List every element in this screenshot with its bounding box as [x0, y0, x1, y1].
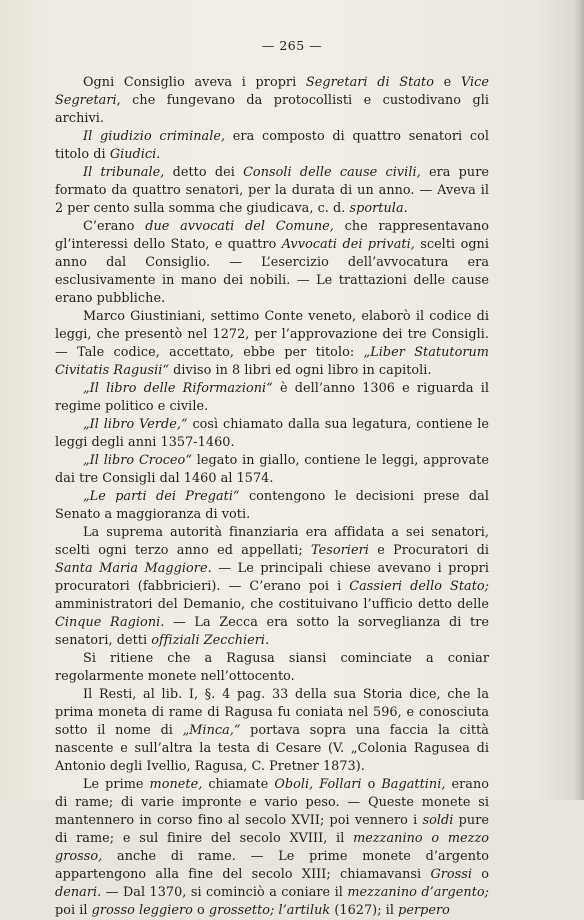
italic-text: Cassieri dello Stato;	[349, 579, 489, 594]
paragraph	[55, 74, 489, 128]
paragraph	[55, 380, 489, 416]
italic-text: „Le parti dei Pregati“	[83, 489, 240, 504]
italic-text: Bagattini,	[381, 777, 446, 792]
text-run: La suprema autorità finanziaria era affidata a sei senatori, scelti ogni terzo anno ed appellati;	[55, 525, 489, 558]
text-run: amministratori del Demanio, che costituivano l’ufficio detto delle	[55, 597, 489, 612]
italic-text: mezzanino d’argento;	[347, 885, 490, 900]
italic-text: „Il libro Croceo“	[83, 453, 192, 468]
text-run: Il Resti, al lib. I, §. 4 pag. 33 della sua Storia dice, che la prima moneta di rame di Ragusa fu coniata nel 596, e conosciuta sotto il nome di	[55, 687, 489, 738]
text-run: , che fungevano da protocollisti e custodivano gli archivi.	[55, 93, 489, 126]
italic-text: Il tribunale,	[83, 165, 165, 180]
text-run: anche di rame. — Le prime monete d’argento appartengono alla fine del secolo XIII; chiamavansi	[55, 849, 489, 882]
italic-text: „Il libro delle Riformazioni“	[83, 381, 273, 396]
italic-text: Cinque Ragioni.	[55, 615, 165, 630]
italic-text: Il giudizio criminale,	[83, 129, 226, 144]
paragraph	[55, 488, 489, 524]
paragraph	[55, 164, 489, 218]
italic-text: Tesorieri	[311, 543, 369, 558]
italic-text: sportula.	[349, 201, 408, 216]
italic-text: Segretari di Stato	[305, 75, 434, 90]
text-run: detto dei	[164, 165, 244, 180]
text-run: Le prime	[83, 777, 150, 792]
italic-text: soldi	[422, 813, 454, 828]
italic-text: Avvocati dei privati,	[281, 237, 415, 252]
text-run: e Procuratori di	[368, 543, 489, 558]
text-run: contengono le decisioni prese dal Senato a maggioranza di voti.	[55, 489, 489, 522]
text-run: così chiamato dalla sua legatura, contiene le leggi degli anni 1357-1460.	[55, 417, 490, 450]
text-run: era composto di quattro senatori col titolo di	[55, 129, 489, 162]
italic-text: „Liber Statutorum Civitatis Ragusii“	[55, 345, 489, 378]
paragraph	[55, 650, 489, 686]
italic-text: offiziali Zecchieri.	[151, 633, 270, 648]
text-run: C’erano	[83, 219, 146, 234]
text-run: era pure formato da quattro senatori, per la durata di un anno. — Aveva il 2 per cento sulla somma che giudicava, c. d.	[55, 165, 489, 216]
text-run: chiamate	[202, 777, 275, 792]
italic-text: Grossi	[430, 867, 473, 882]
italic-text: „Minca,“	[182, 723, 241, 738]
italic-text: l’artiluk	[278, 903, 331, 918]
body-text	[55, 74, 489, 920]
text-run: — Le principali chiese avevano i propri procuratori (fabbricieri). — C’erano poi i	[55, 561, 489, 594]
paragraph	[55, 776, 489, 920]
text-run: scelti ogni anno dal Consiglio. — L’esercizio dell’avvocatura era esclusivamente in mano dei nobili. — Le trattazioni delle cause erano pubbliche.	[55, 237, 489, 306]
page-edge-shadow	[574, 0, 584, 800]
text-run: diviso in 8 libri ed ogni libro in capitoli.	[169, 363, 432, 378]
text-run: Ogni Consiglio aveva i propri	[83, 75, 306, 90]
paragraph	[55, 218, 489, 308]
italic-text: Giudici.	[109, 147, 161, 162]
text-run: che rappresentavano gl’interessi dello Stato, e quattro	[55, 219, 489, 252]
italic-text: Oboli, Follari	[274, 777, 362, 792]
italic-text: due avvocati del Comune,	[145, 219, 334, 234]
paragraph	[55, 308, 489, 380]
italic-text: grosso leggiero	[91, 903, 193, 918]
page-number: — 265 —	[261, 38, 323, 53]
italic-text: Consoli delle cause civili,	[243, 165, 421, 180]
paragraph	[55, 416, 489, 452]
italic-text: denari.	[55, 885, 102, 900]
text-run: e	[433, 75, 461, 90]
paragraph	[55, 128, 489, 164]
text-run: — La Zecca era sotto la sorveglianza di tre senatori, detti	[55, 615, 489, 648]
italic-text: Santa Maria Maggiore.	[55, 561, 212, 576]
italic-text: mezzanino o mezzo grosso,	[55, 831, 489, 864]
text-run: (1627); il	[330, 903, 399, 918]
text-run: erano di rame; di varie impronte e vario peso. — Queste monete si mantennero in corso fino al secolo XVII; poi vennero i	[55, 777, 489, 828]
text-run: o	[192, 903, 209, 918]
italic-text: Vice Segretari	[55, 75, 489, 108]
text-run: — Dal 1370, si cominciò a coniare il	[101, 885, 348, 900]
paragraph	[55, 686, 489, 776]
text-run: poi il	[55, 903, 92, 918]
text-run: è dell’anno 1306 e riguarda il regime politico e civile.	[55, 381, 489, 414]
text-run: portava sopra una faccia la città nascente e sull’altra la testa di Cesare (V. „Colonia Ragusea di Antonio degli Ivellio, Ragusa, C. Pretner 1873).	[55, 723, 489, 774]
text-run: o	[472, 867, 490, 882]
text-run: Marco Giustiniani, settimo Conte veneto, elaborò il codice di leggi, che presentò nel 1272, per l’approvazione dei tre Consigli. — Tale codice, accettato, ebbe per titolo:	[55, 309, 489, 360]
paragraph	[55, 524, 489, 650]
italic-text: grossetto;	[208, 903, 275, 918]
text-run: pure di rame; e sul finire del secolo XVIII, il	[55, 813, 489, 846]
paragraph	[55, 452, 489, 488]
text-run: Si ritiene che a Ragusa siansi cominciate a coniar regolarmente monete nell’ottocento.	[55, 651, 489, 684]
italic-text: monete,	[149, 777, 203, 792]
text-run: legato in giallo, contiene le leggi, approvate dai tre Consigli dal 1460 al 1574.	[55, 453, 489, 486]
italic-text: perpero	[398, 903, 450, 918]
italic-text: „Il libro Verde,“	[83, 417, 188, 432]
text-run: o	[361, 777, 382, 792]
